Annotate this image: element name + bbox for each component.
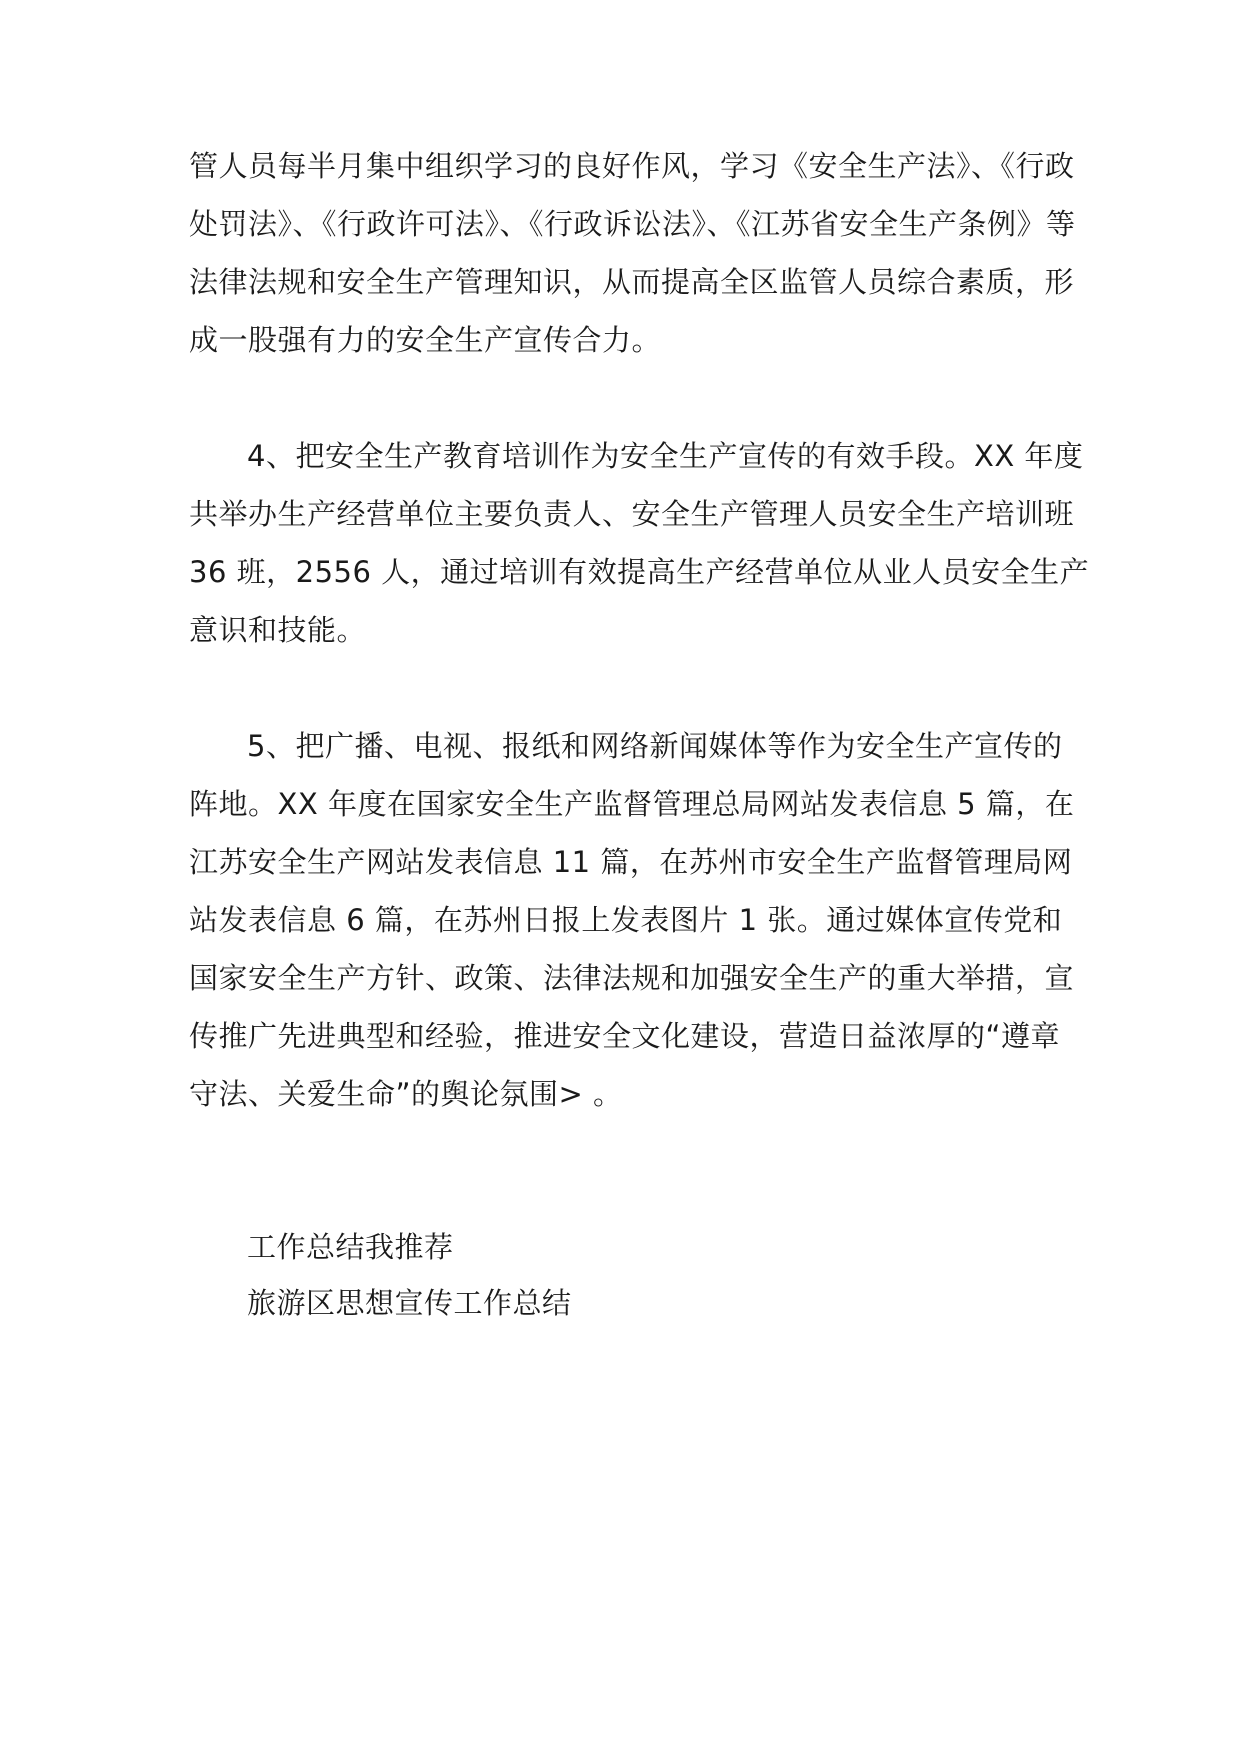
recommend-link[interactable]: 旅游区思想宣传工作总结 [247,1286,572,1320]
paragraph-1-line-4: 成一股强有力的安全生产宣传合力。 [189,323,662,357]
paragraph-2-line-4: 意识和技能。 [189,613,367,647]
paragraph-1-line-2: 处罚法》、《行政许可法》、《行政诉讼法》、《江苏省安全生产条例》等 [189,207,1076,241]
paragraph-2-line-2: 共举办生产经营单位主要负责人、安全生产管理人员安全生产培训班 [189,497,1075,531]
recommend-heading: 工作总结我推荐 [247,1230,454,1264]
paragraph-3-line-3: 江苏安全生产网站发表信息 11 篇，在苏州市安全生产监督管理局网 [189,845,1073,879]
paragraph-3-line-7: 守法、关爱生命”的舆论氛围> 。 [189,1077,623,1111]
paragraph-3-line-1: 5、把广播、电视、报纸和网络新闻媒体等作为安全生产宣传的 [247,729,1063,763]
paragraph-3-line-6: 传推广先进典型和经验，推进安全文化建设，营造日益浓厚的“遵章 [189,1019,1061,1053]
paragraph-2-line-1: 4、把安全生产教育培训作为安全生产宣传的有效手段。XX 年度 [247,439,1084,473]
paragraph-1-line-3: 法律法规和安全生产管理知识，从而提高全区监管人员综合素质，形 [189,265,1075,299]
paragraph-1-line-1: 管人员每半月集中组织学习的良好作风，学习《安全生产法》、《行政 [189,149,1075,183]
paragraph-3-line-5: 国家安全生产方针、政策、法律法规和加强安全生产的重大举措，宣 [189,961,1075,995]
paragraph-2-line-3: 36 班，2556 人，通过培训有效提高生产经营单位从业人员安全生产 [189,555,1090,589]
paragraph-3-line-2: 阵地。XX 年度在国家安全生产监督管理总局网站发表信息 5 篇，在 [189,787,1075,821]
paragraph-3-line-4: 站发表信息 6 篇，在苏州日报上发表图片 1 张。通过媒体宣传党和 [189,903,1063,937]
